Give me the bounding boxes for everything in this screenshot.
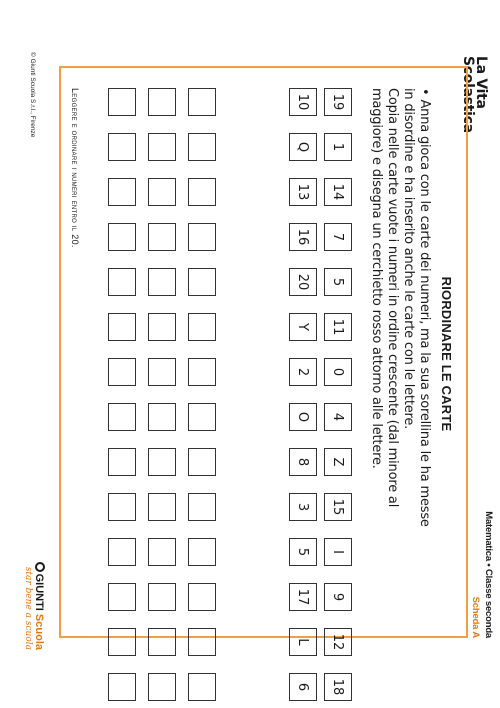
number-card: Z [324,448,352,476]
empty-answer-card[interactable] [108,223,136,251]
empty-answer-card[interactable] [188,88,216,116]
empty-answer-card[interactable] [108,448,136,476]
number-card: 13 [289,178,317,206]
publisher-name: GIUNTI [33,573,45,611]
number-card: 9 [324,583,352,611]
empty-answer-card[interactable] [108,133,136,161]
subject-label: Matematica • Classe seconda [483,511,494,638]
number-card: O [289,403,317,431]
answer-boxes [108,88,216,701]
number-card: L [289,628,317,656]
empty-answer-card[interactable] [108,583,136,611]
number-card: 17 [289,583,317,611]
logo-line-1: La Vita [473,56,489,109]
number-card: 7 [324,223,352,251]
empty-answer-card[interactable] [188,673,216,701]
empty-answer-card[interactable] [148,403,176,431]
empty-answer-card[interactable] [108,673,136,701]
number-card: 4 [324,403,352,431]
number-card: 5 [289,538,317,566]
number-card: 16 [289,223,317,251]
number-card: 11 [324,313,352,341]
empty-answer-card[interactable] [108,178,136,206]
empty-answer-card[interactable] [108,358,136,386]
number-card: 15 [324,493,352,521]
empty-answer-card[interactable] [148,178,176,206]
empty-answer-card[interactable] [188,628,216,656]
sheet-header [470,511,494,638]
number-card: 0 [324,358,352,386]
number-card: 10 [289,88,317,116]
instruction-line: maggiore) e disegna un cerchietto rosso attorno alle lettere. [369,88,384,469]
empty-answer-card[interactable] [108,268,136,296]
number-card: I [324,538,352,566]
empty-answer-card[interactable] [188,583,216,611]
publisher-name-suffix: Scuola [33,613,45,650]
empty-answer-card[interactable] [148,223,176,251]
empty-answer-card[interactable] [188,313,216,341]
number-card: Q [289,133,317,161]
empty-answer-card[interactable] [108,313,136,341]
empty-answer-card[interactable] [148,268,176,296]
number-card: 14 [324,178,352,206]
empty-answer-card[interactable] [148,448,176,476]
empty-answer-card[interactable] [108,493,136,521]
number-card: 8 [289,448,317,476]
footer-text: Leggere e ordinare i numeri entro il 20. [70,88,80,248]
empty-answer-card[interactable] [148,313,176,341]
copyright: © Giunti Scuola S.r.l., Firenze [29,52,36,138]
sheet-label: Scheda A [470,596,481,638]
logo-line-2: Scolastica [460,56,476,133]
empty-answer-card[interactable] [108,538,136,566]
number-card: 12 [324,628,352,656]
number-card: 2 [289,358,317,386]
instructions [368,88,432,608]
empty-answer-card[interactable] [108,628,136,656]
publisher-logo [23,562,45,650]
empty-answer-card[interactable] [188,448,216,476]
empty-answer-card[interactable] [188,358,216,386]
number-card: Y [289,313,317,341]
instruction-line: in disordine e ha inserito anche le carte con le lettere. [401,88,416,430]
empty-answer-card[interactable] [108,403,136,431]
instruction-line: Anna gioca con le carte dei numeri, ma la sua sorellina le ha messe [417,99,432,527]
number-card: 1 [324,133,352,161]
empty-answer-card[interactable] [148,628,176,656]
empty-answer-card[interactable] [148,493,176,521]
empty-answer-card[interactable] [148,88,176,116]
empty-answer-card[interactable] [148,583,176,611]
bullet: • [417,88,432,96]
empty-answer-card[interactable] [188,268,216,296]
giunti-icon [35,562,45,572]
empty-answer-card[interactable] [188,493,216,521]
number-card: 20 [289,268,317,296]
empty-answer-card[interactable] [148,358,176,386]
publisher-tagline: star bene a scuola [23,566,33,650]
number-card: 19 [324,88,352,116]
number-card: 5 [324,268,352,296]
number-card: 6 [289,673,317,701]
empty-answer-card[interactable] [188,178,216,206]
number-card: 3 [289,493,317,521]
empty-answer-card[interactable] [108,88,136,116]
empty-answer-card[interactable] [148,538,176,566]
instruction-line: Copia nelle carte vuote i numeri in ordine crescente (dal minore al [385,88,400,508]
empty-answer-card[interactable] [188,403,216,431]
empty-answer-card[interactable] [148,133,176,161]
number-cards [289,88,352,701]
page-title: RIORDINARE LE CARTE [439,276,454,432]
empty-answer-card[interactable] [188,538,216,566]
number-card: 18 [324,673,352,701]
empty-answer-card[interactable] [188,223,216,251]
empty-answer-card[interactable] [188,133,216,161]
empty-answer-card[interactable] [148,673,176,701]
